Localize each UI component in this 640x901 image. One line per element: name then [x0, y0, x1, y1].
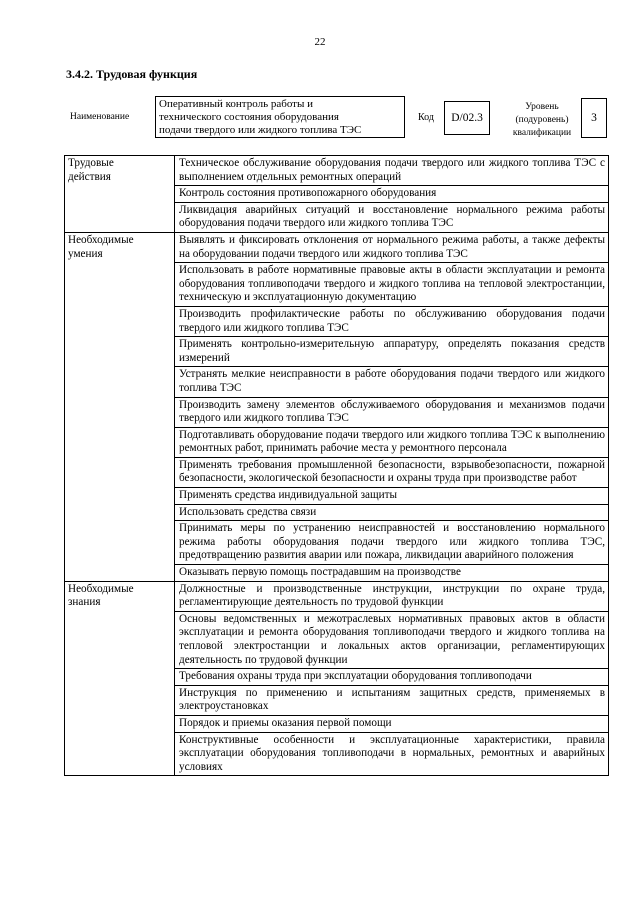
table-cell-item: Ликвидация аварийных ситуаций и восстановление нормального режима работы оборудования подачи твердого или жидкого топлива ТЭС [175, 202, 609, 232]
page-number: 22 [314, 36, 326, 48]
table-row [65, 232, 609, 262]
table-cell-item: Должностные и производственные инструкции, инструкции по охране труда, регламентирующие деятельность по трудовой функции [175, 581, 609, 611]
function-name-line: подачи твердого или жидкого топлива ТЭС [159, 124, 362, 136]
table-cell-item: Подготавливать оборудование подачи твердого или жидкого топлива ТЭС к выполнению ремонтных работ, принимать рабочие места у ремонтного персонала [175, 427, 609, 457]
table-cell-item: Производить замену элементов обслуживаемого оборудования и механизмов подачи твердого или жидкого топлива ТЭС [175, 397, 609, 427]
table-row [65, 581, 609, 611]
table-cell-item: Техническое обслуживание оборудования подачи твердого или жидкого топлива ТЭС с выполнением отдельных ремонтных операций [175, 156, 609, 186]
section-title: 3.4.2. Трудовая функция [66, 67, 198, 81]
table-cell-item: Применять средства индивидуальной защиты [175, 488, 609, 505]
qualification-level-box: 3 [581, 98, 607, 138]
section-label-line: умения [68, 247, 103, 260]
qualification-level-label [507, 101, 577, 140]
section-label-line: Необходимые [68, 582, 134, 595]
section-label-line: Трудовые [68, 157, 114, 169]
table-cell-item: Использовать средства связи [175, 504, 609, 521]
table-cell-item: Применять требования промышленной безопасности, взрывобезопасности, пожарной безопасности, экологической безопасности и охраны труда при производстве работ [175, 457, 609, 487]
code-label: Код [418, 112, 434, 123]
function-name-line: Оперативный контроль работы и [159, 98, 314, 110]
level-label-line: Уровень [525, 102, 559, 112]
table-cell-item: Использовать в работе нормативные правовые акты в области эксплуатации и ремонта оборудования топливоподачи твердого и жидкого топлива на тепловой электростанции, техническую и эксплуатационную документацию [175, 263, 609, 307]
section-label-line: действия [68, 170, 111, 183]
table-cell-item: Основы ведомственных и межотраслевых нормативных правовых актов в области эксплуатации и ремонта оборудования топливоподачи твердого и жидкого топлива на тепловой электростанции и локальных актов организации, регламентирующих деятельность по трудовой функции [175, 611, 609, 668]
table-cell-item: Требования охраны труда при эксплуатации оборудования топливоподачи [175, 669, 609, 686]
table-cell-item: Выявлять и фиксировать отклонения от нормального режима работы, а также дефекты на оборудовании подачи твердого или жидкого топлива ТЭС [175, 232, 609, 262]
labor-function-table-body [65, 156, 609, 776]
level-label-line: (подуровень) [515, 115, 569, 125]
table-cell-item: Оказывать первую помощь пострадавшим на производстве [175, 565, 609, 582]
section-label-line: знания [68, 596, 101, 609]
code-value-box: D/02.3 [444, 101, 490, 135]
labor-function-table [64, 155, 609, 776]
section-label-cell [65, 156, 175, 233]
name-label: Наименование [70, 112, 130, 122]
level-label-line: квалификации [512, 128, 572, 138]
table-cell-item: Применять контрольно-измерительную аппаратуру, определять показания средств измерений [175, 337, 609, 367]
table-row [65, 156, 609, 186]
function-name-line: технического состояния оборудования [159, 111, 339, 123]
table-cell-item: Контроль состояния противопожарного оборудования [175, 186, 609, 203]
table-cell-item: Производить профилактические работы по обслуживанию оборудования подачи твердого или жидкого топлива ТЭС [175, 306, 609, 336]
section-label-cell [65, 232, 175, 581]
table-cell-item: Устранять мелкие неисправности в работе оборудования подачи твердого или жидкого топлива ТЭС [175, 367, 609, 397]
table-cell-item: Инструкция по применению и испытаниям защитных средств, применяемых в электроустановках [175, 685, 609, 715]
table-cell-item: Принимать меры по устранению неисправностей и восстановлению нормального режима работы оборудования подачи твердого или жидкого топлива ТЭС, предотвращению развития аварии или пожара, ликвидации аварийного положения [175, 521, 609, 565]
table-cell-item: Порядок и приемы оказания первой помощи [175, 715, 609, 732]
function-name-box [155, 96, 405, 138]
section-label-line: Необходимые [68, 233, 134, 246]
section-label-cell [65, 581, 175, 776]
table-cell-item: Конструктивные особенности и эксплуатационные характеристики, правила эксплуатации оборудования топливоподачи в нормальных, ремонтных и аварийных условиях [175, 732, 609, 776]
